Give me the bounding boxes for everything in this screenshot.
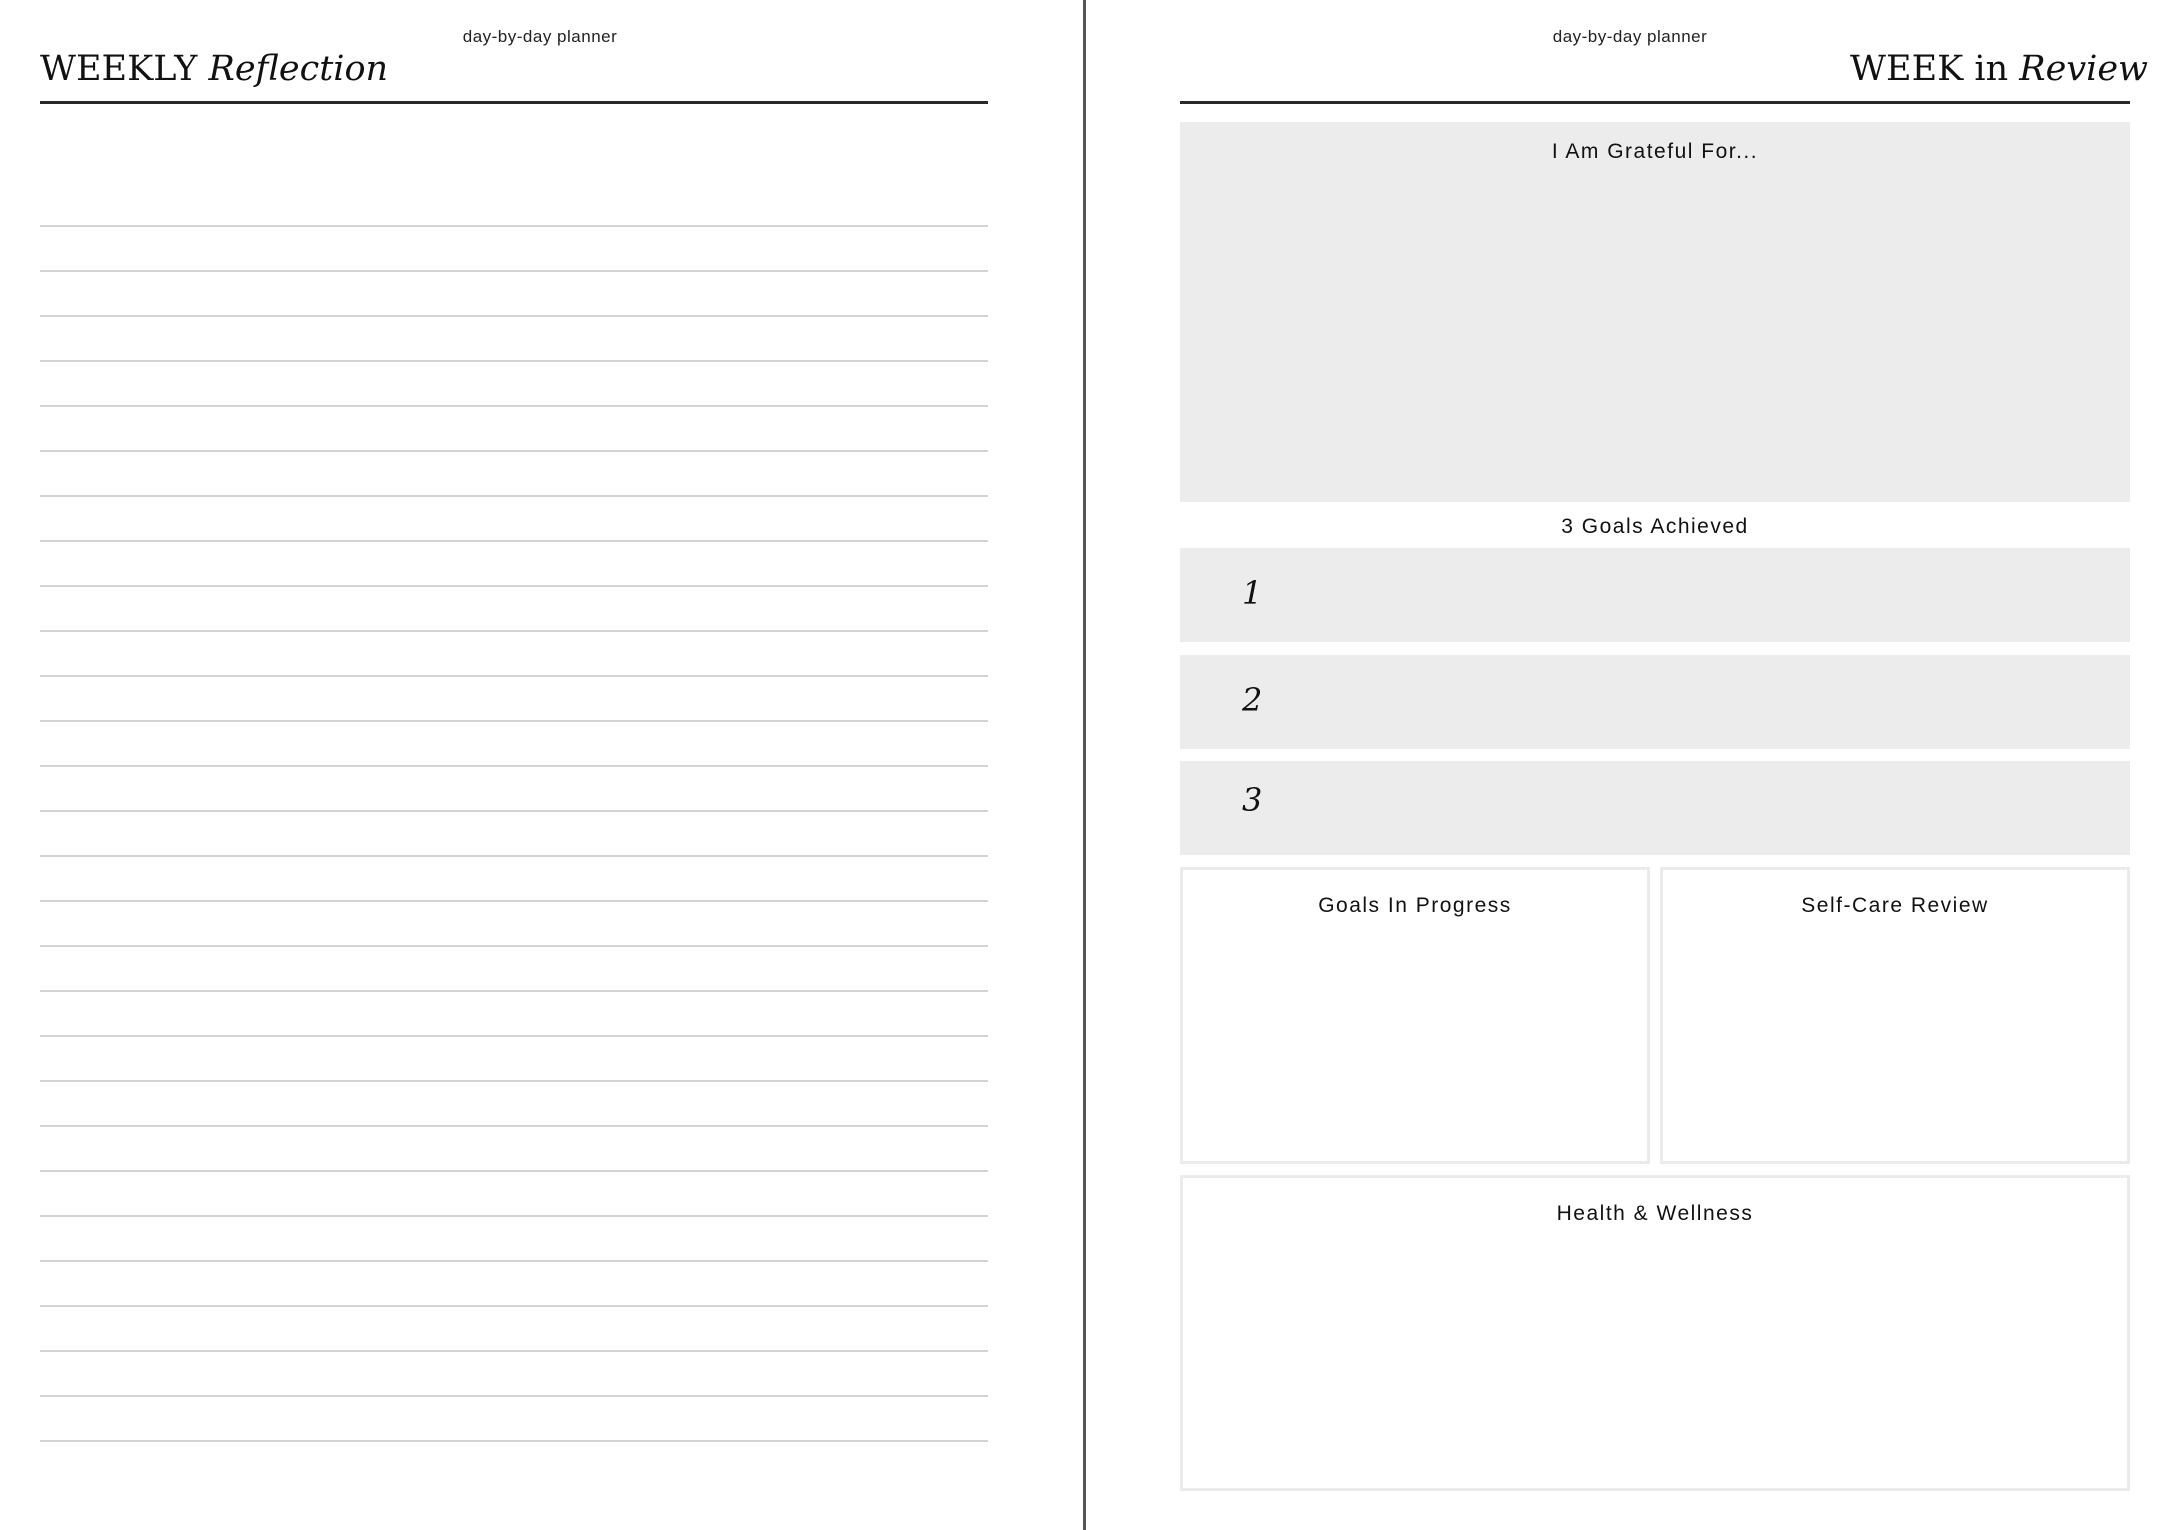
goal-achieved-row[interactable] <box>1180 761 2130 855</box>
ruled-line <box>40 902 988 947</box>
health-wellness-box[interactable] <box>1180 1175 2130 1491</box>
ruled-line <box>40 497 988 542</box>
goals-achieved-heading: 3 Goals Achieved <box>1561 515 1749 538</box>
ruled-line <box>40 722 988 767</box>
title-plain: WEEK in <box>1850 49 2009 89</box>
title-italic: Reflection <box>208 49 389 89</box>
goal-number: 1 <box>1242 574 1263 612</box>
goal-number: 2 <box>1242 681 1263 719</box>
ruled-line <box>40 947 988 992</box>
page-title <box>1850 48 2148 90</box>
goal-achieved-row[interactable] <box>1180 548 2130 642</box>
brand-label: day-by-day planner <box>462 27 618 46</box>
ruled-line <box>40 1037 988 1082</box>
ruled-line <box>40 992 988 1037</box>
ruled-line <box>40 1307 988 1352</box>
ruled-line <box>40 317 988 362</box>
ruled-line <box>40 1352 988 1397</box>
self-care-review-box[interactable] <box>1660 867 2130 1164</box>
ruled-line <box>40 767 988 812</box>
ruled-line <box>40 1262 988 1307</box>
ruled-line <box>40 1397 988 1442</box>
brand-label: day-by-day planner <box>1552 27 1708 46</box>
ruled-line <box>40 1217 988 1262</box>
ruled-line <box>40 812 988 857</box>
ruled-line <box>40 587 988 632</box>
ruled-line <box>40 227 988 272</box>
title-plain: WEEKLY <box>40 49 198 89</box>
grateful-label: I Am Grateful For... <box>1551 140 1759 163</box>
goals-in-progress-box[interactable] <box>1180 867 1650 1164</box>
ruled-line <box>40 362 988 407</box>
goal-number: 3 <box>1242 781 1263 819</box>
goals-in-progress-label: Goals In Progress <box>1318 894 1512 917</box>
ruled-line <box>40 452 988 497</box>
page-spine <box>1083 0 1086 1530</box>
ruled-line <box>40 1172 988 1217</box>
self-care-review-label: Self-Care Review <box>1801 894 1989 917</box>
health-wellness-label: Health & Wellness <box>1556 1202 1754 1225</box>
ruled-line <box>40 677 988 722</box>
ruled-writing-area[interactable] <box>40 182 988 1442</box>
grateful-box[interactable] <box>1180 122 2130 502</box>
ruled-line <box>40 182 988 227</box>
goal-achieved-row[interactable] <box>1180 655 2130 749</box>
title-rule <box>1180 101 2130 104</box>
ruled-line <box>40 272 988 317</box>
page-title <box>40 48 388 90</box>
ruled-line <box>40 1127 988 1172</box>
ruled-line <box>40 632 988 677</box>
title-italic: Review <box>2019 49 2148 89</box>
right-page <box>1088 0 2168 1530</box>
ruled-line <box>40 857 988 902</box>
ruled-line <box>40 1082 988 1127</box>
ruled-line <box>40 542 988 587</box>
title-rule <box>40 101 988 104</box>
ruled-line <box>40 407 988 452</box>
